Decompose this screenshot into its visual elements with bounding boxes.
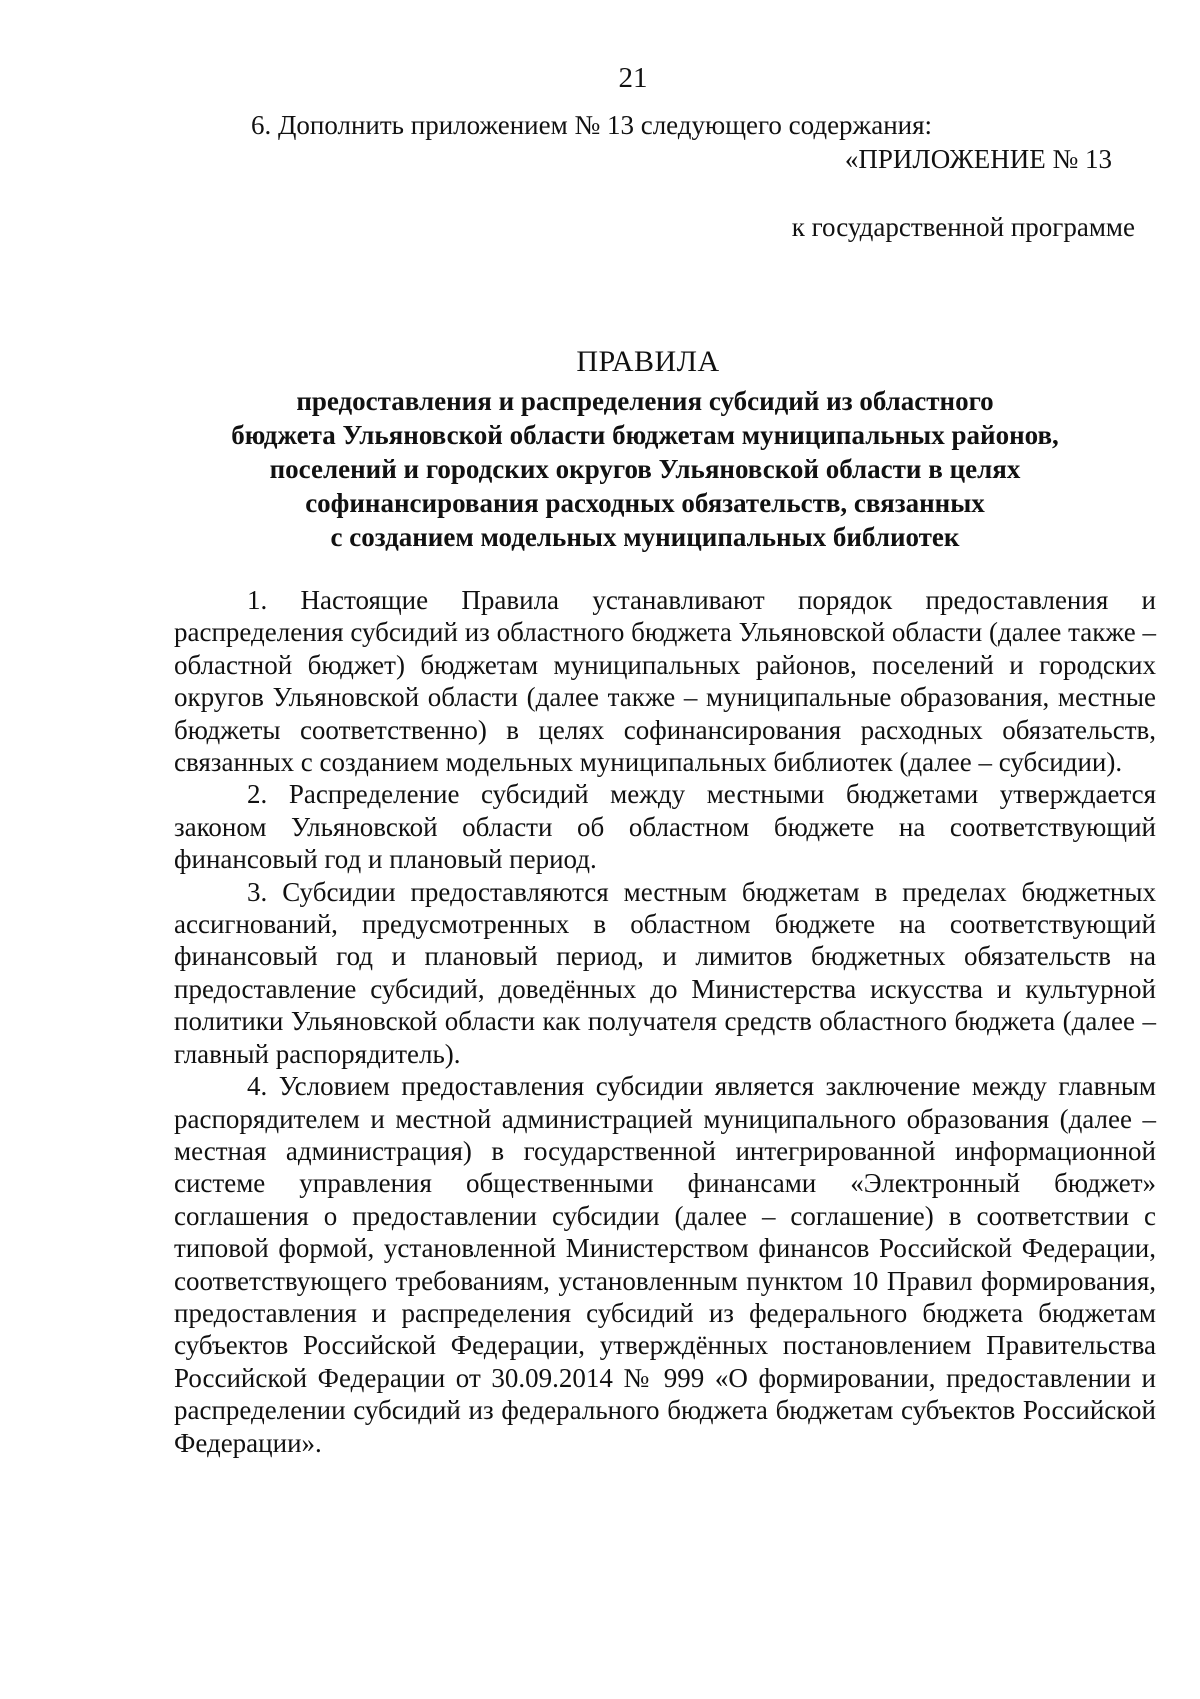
rules-subtitle-line: поселений и городских округов Ульяновской области в целях	[269, 454, 1021, 484]
appendix-subtitle: к государственной программе	[791, 212, 1135, 242]
rules-subtitle-line: софинансирования расходных обязательств, связанных	[305, 488, 985, 518]
amendment-instruction: 6. Дополнить приложением № 13 следующего содержания:	[251, 110, 933, 140]
page-number: 21	[618, 62, 648, 94]
rules-subtitle-line: с созданием модельных муниципальных библиотек	[330, 522, 960, 552]
rules-subtitle-line: бюджета Ульяновской области бюджетам муниципальных районов,	[231, 420, 1059, 450]
paragraph-1: 1. Настоящие Правила устанавливают порядок предоставления и распределения субсидий из областного бюджета Ульяновской области (далее также – областной бюджет) бюджетам муниципальных районов, поселений и городских округов Ульяновской области (далее также – муниципальные образования, местные бюджеты соответственно) в целях софинансирования расходных обязательств, связанных с созданием модельных муниципальных библиотек (далее – субсидии).	[174, 585, 1156, 778]
appendix-title: «ПРИЛОЖЕНИЕ № 13	[844, 144, 1112, 174]
paragraph-2: 2. Распределение субсидий между местными бюджетами утверждается законом Ульяновской области об областном бюджете на соответствующий финансовый год и плановый период.	[174, 779, 1156, 875]
rules-subtitle-line: предоставления и распределения субсидий из областного	[296, 386, 994, 416]
rules-subtitle	[0, 384, 1200, 554]
rules-heading: ПРАВИЛА	[576, 345, 720, 378]
paragraph-4: 4. Условием предоставления субсидии является заключение между главным распорядителем и местной администрацией муниципального образования (далее – местная администрация) в государственной интегрированной информационной системе управления общественными финансами «Электронный бюджет» соглашения о предоставлении субсидии (далее – соглашение) в соответствии с типовой формой, установленной Министерством финансов Российской Федерации, соответствующего требованиям, установленным пунктом 10 Правил формирования, предоставления и распределения субсидий из федерального бюджета бюджетам субъектов Российской Федерации, утверждённых постановлением Правительства Российской Федерации от 30.09.2014 № 999 «О формировании, предоставлении и распределении субсидий из федерального бюджета бюджетам субъектов Российской Федерации».	[174, 1071, 1156, 1458]
rules-body	[174, 584, 1156, 1459]
paragraph-3: 3. Субсидии предоставляются местным бюджетам в пределах бюджетных ассигнований, предусмотренных в областном бюджете на соответствующий финансовый год и плановый период, и лимитов бюджетных обязательств на предоставление субсидий, доведённых до Министерства искусства и культурной политики Ульяновской области как получателя средств областного бюджета (далее – главный распорядитель).	[174, 876, 1156, 1069]
